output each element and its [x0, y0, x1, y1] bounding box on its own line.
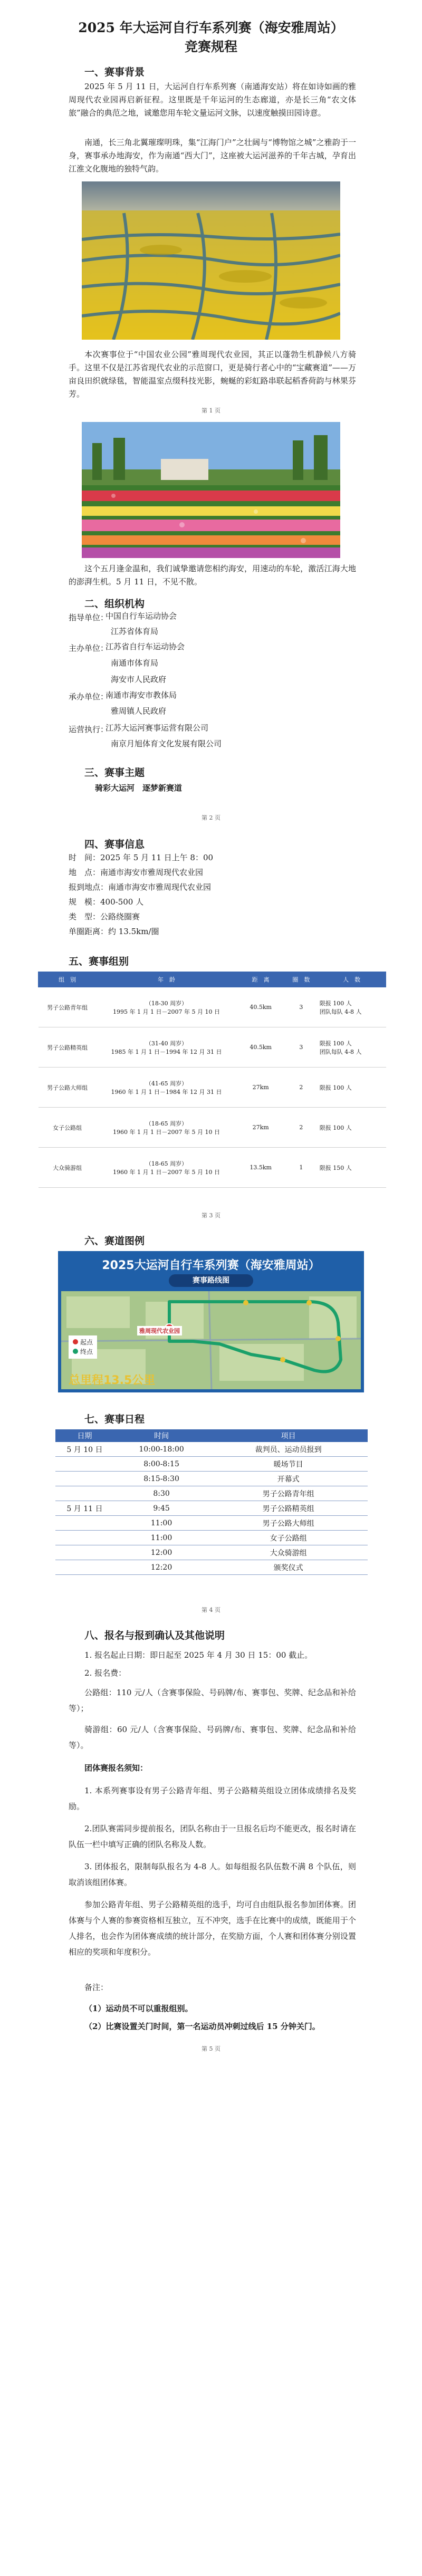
road-fee: 公路组：110 元/人（含赛事保险、号码牌/布、赛事包、奖牌、纪念品和补给等）；	[69, 1688, 356, 1713]
col-header-age: 年 龄	[97, 972, 237, 987]
category-age-range: （18-65 周岁）	[145, 1120, 188, 1127]
section-6-heading: 六、赛道图例	[84, 1235, 145, 1247]
event-theme: 骑彩大运河 逐梦新赛道	[95, 783, 183, 793]
col-header-group: 组 别	[39, 972, 97, 987]
category-age	[97, 1068, 237, 1108]
category-age	[97, 1148, 237, 1188]
category-age-range: （31-40 周岁）	[145, 1040, 188, 1047]
schedule-item: 暖场节目	[209, 1457, 368, 1472]
section-7-heading: 七、赛事日程	[84, 1414, 145, 1425]
schedule-date	[55, 1457, 114, 1472]
route-legend	[69, 1335, 97, 1359]
legend-finish-label: 终点	[80, 1348, 93, 1356]
category-birth-range: 1960 年 1 月 1 日－2007 年 5 月 10 日	[113, 1168, 220, 1176]
schedule-date: 5 月 10 日	[55, 1442, 114, 1457]
category-age-range: （18-30 周岁）	[145, 999, 188, 1007]
org-value-guidance-1: 中国自行车运动协会	[106, 611, 177, 621]
category-people: 限报 100 人 团队每队 4-8 人	[318, 1027, 386, 1068]
category-age	[97, 1108, 237, 1148]
schedule-item: 开幕式	[209, 1472, 368, 1486]
schedule-table	[55, 1429, 368, 1575]
category-table	[38, 972, 386, 1188]
schedule-row	[55, 1560, 368, 1575]
category-group: 大众骑游组	[39, 1148, 97, 1188]
schedule-date	[55, 1560, 114, 1575]
col-header-people: 人 数	[318, 972, 386, 987]
category-distance: 27km	[236, 1068, 285, 1108]
category-group: 女子公路组	[39, 1108, 97, 1148]
event-info-checkin: 报到地点：南通市海安市雅周现代农业园	[69, 882, 212, 892]
remarks-heading: 备注：	[84, 1983, 109, 1992]
org-label-organizer: 承办单位：	[69, 692, 109, 701]
schedule-row	[55, 1442, 368, 1457]
schedule-time: 11:00	[114, 1531, 209, 1545]
event-info-lap: 单圈距离：约 13.5km/圈	[69, 927, 159, 936]
category-age	[97, 1027, 237, 1068]
schedule-header-time: 时间	[114, 1429, 209, 1442]
schedule-item: 男子公路青年组	[209, 1486, 368, 1501]
category-laps: 2	[285, 1108, 318, 1148]
category-row	[39, 1148, 386, 1188]
team-registration-heading: 团体赛报名须知：	[84, 1763, 148, 1773]
schedule-row	[55, 1457, 368, 1472]
category-distance: 13.5km	[236, 1148, 285, 1188]
section-1-paragraph-1: 2025 年 5 月 11 日，大运河自行车系列赛（南通海安站）将在如诗如画的雅周现代农业园再启新征程。这里既是千年运河的生态廊道，亦是长三角“农文体旅”融合的典范之地，诚邀您用车轮文量运河文脉，以速度触摸田园诗意。	[69, 82, 356, 118]
route-map-title: 2025大运河自行车系列赛（海安雅周站）	[102, 1259, 320, 1272]
category-distance: 27km	[236, 1108, 285, 1148]
category-age-range: （41-65 周岁）	[145, 1080, 188, 1087]
event-info-time: 时 间：2025 年 5 月 11 日上午 8：00	[69, 853, 214, 862]
route-total-distance: 总里程13.5公里	[69, 1374, 156, 1387]
category-distance: 40.5km	[236, 987, 285, 1027]
schedule-time: 11:00	[114, 1516, 209, 1531]
remark-2: （2）比赛设置关门时间，第一名运动员冲刺过线后 15 分钟关门。	[84, 2022, 320, 2031]
org-value-host-3: 海安市人民政府	[111, 675, 167, 684]
schedule-item: 女子公路组	[209, 1531, 368, 1545]
schedule-row	[55, 1486, 368, 1501]
team-rule-3: 3. 团体报名，限制每队报名为 4-8 人。如每组报名队伍数不满 8 个队伍，则取消该组团体赛。	[69, 1862, 356, 1887]
schedule-date	[55, 1516, 114, 1531]
schedule-header-item: 项目	[209, 1429, 368, 1442]
schedule-date	[55, 1545, 114, 1560]
org-value-organizer-1: 南通市海安市教体局	[106, 690, 177, 700]
legend-start-label: 起点	[80, 1339, 93, 1346]
category-group: 男子公路精英组	[39, 1027, 97, 1068]
page-number: 第 5 页	[202, 2045, 220, 2052]
document-title-line-2: 竞赛规程	[184, 39, 237, 54]
section-1-paragraph-3: 本次赛事位于“中国农业公园”雅周现代农业园，其正以蓬勃生机静候八方骑手。这里不仅是江苏省现代农业的示范窗口，更是骑行者心中的“宝藏赛道”——万亩良田织就绿毯，智能温室点缀科技光影，蜿蜒的彩虹路串联起稻香荷韵与林果芬芳。	[69, 350, 356, 399]
category-birth-range: 1960 年 1 月 1 日－1984 年 12 月 31 日	[111, 1088, 222, 1095]
schedule-time: 12:20	[114, 1560, 209, 1575]
document-title-line-1: 2025 年大运河自行车系列赛（海安雅周站）	[78, 20, 344, 35]
schedule-header-date: 日期	[55, 1429, 114, 1442]
category-group: 男子公路青年组	[39, 987, 97, 1027]
org-value-operator-1: 江苏大运河赛事运营有限公司	[106, 723, 209, 733]
team-rule-1: 1. 本系列赛事设有男子公路青年组、男子公路精英组设立团体成绩排名及奖励。	[69, 1786, 356, 1811]
schedule-row	[55, 1472, 368, 1486]
aerial-farmland-photo	[82, 181, 340, 340]
registration-fee-heading: 2. 报名费：	[84, 1668, 127, 1678]
category-people: 限报 100 人	[318, 1108, 386, 1148]
schedule-item: 男子公路大师组	[209, 1516, 368, 1531]
page-number: 第 2 页	[202, 814, 220, 821]
schedule-time: 8:30	[114, 1486, 209, 1501]
schedule-item: 男子公路精英组	[209, 1501, 368, 1516]
section-1-paragraph-4: 这个五月逢金温和，我们诚挚邀请您相约海安，用速动的车轮，激活江海大地的澎湃生机。5 月 11 日，不见不散。	[69, 564, 356, 587]
section-5-heading: 五、赛事组别	[69, 956, 129, 967]
category-birth-range: 1995 年 1 月 1 日－2007 年 5 月 10 日	[113, 1008, 220, 1015]
category-laps: 3	[285, 987, 318, 1027]
section-4-heading: 四、赛事信息	[84, 839, 145, 850]
col-header-laps: 圈 数	[285, 972, 318, 987]
schedule-date	[55, 1486, 114, 1501]
start-location-label: 雅周现代农业园	[137, 1326, 182, 1335]
route-map-subtitle: 赛事路线图	[169, 1274, 253, 1287]
schedule-date	[55, 1472, 114, 1486]
team-rule-2: 2.团队赛需同步提前报名，团队名称由于一旦报名后均不能更改，报名时请在队伍一栏中填写正确的团队名称及人数。	[69, 1824, 356, 1849]
section-2-heading: 二、组织机构	[84, 598, 145, 610]
category-birth-range: 1985 年 1 月 1 日－1994 年 12 月 31 日	[111, 1048, 222, 1055]
tour-fee: 骑游组：60 元/人（含赛事保险、号码牌/布、赛事包、奖牌、纪念品和补给等）。	[69, 1725, 356, 1750]
org-value-organizer-2: 雅周镇人民政府	[111, 706, 167, 716]
section-3-heading: 三、赛事主题	[84, 767, 145, 778]
schedule-item: 颁奖仪式	[209, 1560, 368, 1575]
org-value-guidance-2: 江苏省体育局	[111, 627, 159, 636]
schedule-row	[55, 1545, 368, 1560]
section-1-paragraph-2: 南通，长三角北翼璀璨明珠，集“江海门户”之壮阔与“博物馆之城”之雅韵于一身，赛事承办地海安，作为南通“西大门”，这座被大运河滋养的千年古城，孕育出江淮文化腹地的独特气韵。	[69, 138, 356, 174]
schedule-time: 10:00-18:00	[114, 1442, 209, 1457]
schedule-row	[55, 1516, 368, 1531]
schedule-row	[55, 1501, 368, 1516]
org-label-guidance: 指导单位：	[69, 613, 109, 622]
team-rule-note: 参加公路青年组、男子公路精英组的选手，均可自由组队报名参加团体赛。团体赛与个人赛的参赛资格相互独立，互不冲突，选手在比赛中的成绩，既能用于个人排名，也会作为团体赛成绩的统计部分，在奖励方面，个人赛和团体赛分别设置相应的奖项和年度积分。	[69, 1900, 356, 1957]
schedule-time: 8:15-8:30	[114, 1472, 209, 1486]
schedule-time: 12:00	[114, 1545, 209, 1560]
flower-garden-photo	[82, 422, 340, 558]
category-laps: 3	[285, 1027, 318, 1068]
schedule-date: 5 月 11 日	[55, 1501, 114, 1516]
schedule-item: 大众骑游组	[209, 1545, 368, 1560]
registration-period: 1. 报名起止日期：即日起至 2025 年 4 月 30 日 15：00 截止。	[84, 1650, 313, 1660]
event-info-location: 地 点：南通市海安市雅周现代农业园	[69, 868, 204, 877]
category-age	[97, 987, 237, 1027]
category-row	[39, 1068, 386, 1108]
org-value-host-1: 江苏省自行车运动协会	[106, 642, 185, 651]
org-label-host: 主办单位：	[69, 643, 109, 653]
category-people: 限报 150 人	[318, 1148, 386, 1188]
schedule-time: 9:45	[114, 1501, 209, 1516]
legend-finish-icon	[73, 1349, 78, 1354]
category-birth-range: 1960 年 1 月 1 日－2007 年 5 月 10 日	[113, 1128, 220, 1136]
category-age-range: （18-65 周岁）	[145, 1160, 188, 1167]
page-number: 第 1 页	[202, 407, 220, 414]
col-header-distance: 距 离	[236, 972, 285, 987]
schedule-date	[55, 1531, 114, 1545]
category-people: 限报 100 人 团队每队 4-8 人	[318, 987, 386, 1027]
page-number: 第 3 页	[202, 1212, 220, 1219]
org-value-host-2: 南通市体育局	[111, 658, 159, 668]
category-distance: 40.5km	[236, 1027, 285, 1068]
category-people: 限报 100 人	[318, 1068, 386, 1108]
category-row	[39, 1108, 386, 1148]
category-laps: 1	[285, 1148, 318, 1188]
schedule-time: 8:00-8:15	[114, 1457, 209, 1472]
category-laps: 2	[285, 1068, 318, 1108]
route-map	[58, 1251, 364, 1392]
category-row	[39, 987, 386, 1027]
section-8-heading: 八、报名与报到确认及其他说明	[84, 1630, 225, 1641]
section-1-heading: 一、赛事背景	[84, 66, 145, 78]
schedule-item: 裁判员、运动员报到	[209, 1442, 368, 1457]
org-value-operator-2: 南京月旭体育文化发展有限公司	[111, 739, 222, 748]
category-row	[39, 1027, 386, 1068]
page-number: 第 4 页	[202, 1607, 220, 1613]
remark-1: （1）运动员不可以重报组别。	[84, 2004, 193, 2013]
schedule-row	[55, 1531, 368, 1545]
legend-start-icon	[73, 1339, 78, 1344]
event-info-type: 类 型：公路绕圈赛	[69, 912, 140, 921]
org-label-operator: 运营执行：	[69, 725, 109, 734]
category-group: 男子公路大师组	[39, 1068, 97, 1108]
event-info-scale: 规 模：400-500 人	[69, 897, 144, 907]
